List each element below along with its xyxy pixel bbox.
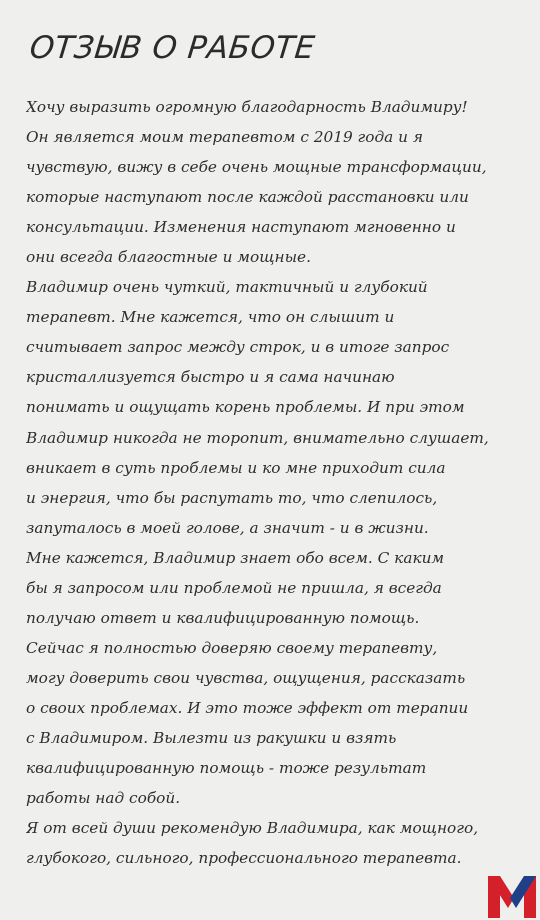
brand-logo-icon xyxy=(484,868,540,920)
review-line: они всегда благостные и мощные. xyxy=(26,248,311,267)
review-line: считывает запрос между строк, и в итоге запрос xyxy=(26,338,450,357)
review-line: получаю ответ и квалифицированную помощь. xyxy=(26,608,420,627)
review-line: работы над собой. xyxy=(26,789,181,808)
review-line: вникает в суть проблемы и ко мне приходит сила xyxy=(26,458,446,477)
review-line: терапевт. Мне кажется, что он слышит и xyxy=(26,308,395,327)
review-line: чувствую, вижу в себе очень мощные трансформации, xyxy=(26,158,487,177)
review-line: о своих проблемах. И это тоже эффект от терапии xyxy=(26,698,469,717)
review-line: Сейчас я полностью доверяю своему терапевту, xyxy=(26,638,438,657)
review-line: Мне кажется, Владимир знает обо всем. С каким xyxy=(26,548,445,567)
review-line: бы я запросом или проблемой не пришла, я всегда xyxy=(26,578,442,597)
review-line: которые наступают после каждой расстановки или xyxy=(26,188,469,207)
review-line: с Владимиром. Вылезти из ракушки и взять xyxy=(26,728,397,747)
review-line: консультации. Изменения наступают мгновенно и xyxy=(26,218,456,237)
review-line: Я от всей души рекомендую Владимира, как мощного, xyxy=(26,819,479,838)
review-line: Хочу выразить огромную благодарность Владимиру! xyxy=(26,98,468,116)
review-line: запуталось в моей голове, а значит - и в жизни. xyxy=(26,518,429,537)
review-line: квалифицированную помощь - тоже результат xyxy=(26,759,427,778)
review-title: ОТЗЫВ О РАБОТЕ xyxy=(28,30,317,66)
review-line: могу доверить свои чувства, ощущения, рассказать xyxy=(26,668,466,687)
review-line: Он является моим терапевтом с 2019 года и я xyxy=(26,128,424,147)
review-line: глубокого, сильного, профессионального терапевта. xyxy=(26,849,462,868)
review-line: Владимир никогда не торопит, внимательно слушает, xyxy=(26,428,489,447)
review-line: понимать и ощущать корень проблемы. И при этом xyxy=(26,398,465,417)
m-logo-icon xyxy=(484,868,540,920)
review-line: кристаллизуется быстро и я сама начинаю xyxy=(26,368,395,387)
review-line: и энергия, что бы распутать то, что слепилось, xyxy=(26,488,438,507)
review-body xyxy=(26,92,524,873)
review-line: Владимир очень чуткий, тактичный и глубокий xyxy=(26,278,428,297)
